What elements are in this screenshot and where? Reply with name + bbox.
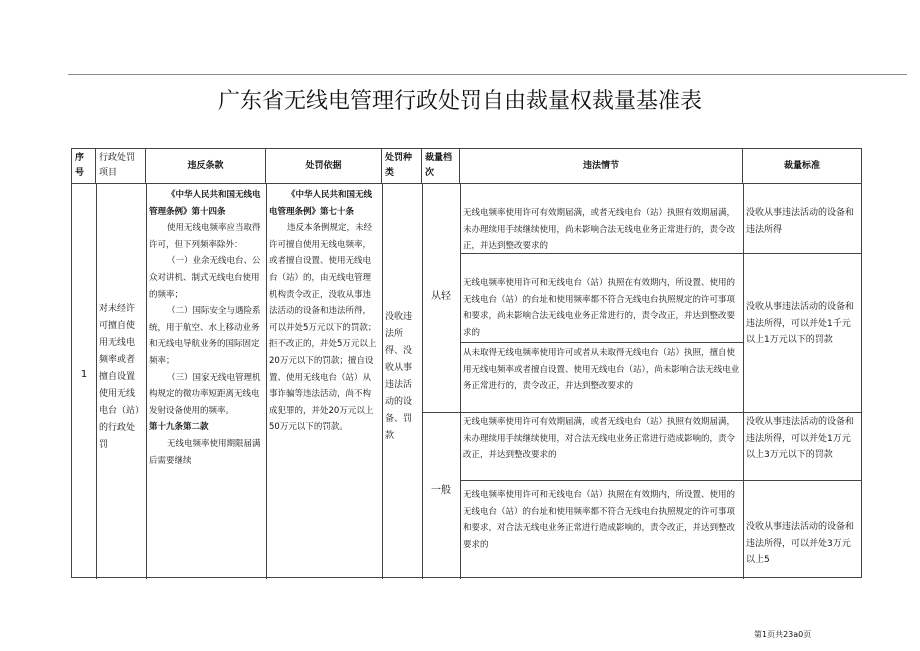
header-seq bbox=[72, 149, 96, 184]
row-divider bbox=[743, 253, 861, 254]
level-lenient: 从轻 bbox=[431, 291, 451, 302]
level-general: 一般 bbox=[431, 485, 451, 496]
circumstance-2: 无线电频率使用许可和无线电台（站）执照在有效期内，所设置、使用的无线电台（站）的台址和使用频率都不符合无线电台执照规定的许可事项和要求，尚未影响合法无线电业务正常进行的，责令改正，并达到整改要求的 bbox=[463, 278, 736, 338]
circumstance-4: 无线电频率使用许可有效期届满，或者无线电台（站）执照有效期届满，未办理续用手续继续使用，对合法无线电业务正常进行造成影响的，责令改正，并达到整改要求的 bbox=[463, 417, 736, 461]
violation-law-2: 第十九条第二款 bbox=[149, 422, 209, 433]
row-divider bbox=[460, 480, 743, 481]
page-title: 广东省无线电管理行政处罚自由裁量权裁量基准表 bbox=[217, 89, 702, 114]
col-line bbox=[422, 183, 423, 579]
violation-para-2: （一）业余无线电台、公众对讲机、制式无线电台使用的频率； bbox=[149, 256, 261, 300]
basis-law: 《中华人民共和国无线电管理条例》第七十条 bbox=[269, 190, 373, 217]
header-seq-label: 序号 bbox=[75, 153, 85, 178]
header-standard-label: 裁量标准 bbox=[783, 161, 820, 171]
header-circumstance-label: 违法情节 bbox=[582, 161, 619, 171]
basis-text bbox=[266, 185, 382, 438]
violation-law-1: 《中华人民共和国无线电管理条例》第十四条 bbox=[149, 190, 261, 217]
punish-type: 没收违法所得、没收从事违法活动的设备、罚款 bbox=[385, 312, 413, 441]
violation-para-3: （二）国际安全与遇险系统，用于航空、水上移动业务和无线电导航业务的国际固定频率； bbox=[149, 306, 261, 366]
row-item: 对未经许可擅自使用无线电频率或者擅自设置使用无线电台（站）的行政处罚 bbox=[99, 304, 140, 450]
header-violation-label: 违反条款 bbox=[187, 161, 224, 171]
header-basis-label: 处罚依据 bbox=[305, 161, 342, 171]
violation-para-5: 无线电频率使用期限届满后需要继续 bbox=[149, 438, 261, 466]
header-punish-type bbox=[382, 149, 422, 184]
violation-para-1: 使用无线电频率应当取得许可，但下列频率除外： bbox=[149, 223, 261, 250]
header-punish-type-label: 处罚种类 bbox=[385, 153, 413, 178]
circumstance-1: 无线电频率使用许可有效期届满，或者无线电台（站）执照有效期届满，未办理续用手续继续使用，尚未影响合法无线电业务正常进行的，责令改正，并达到整改要求的 bbox=[463, 208, 736, 252]
page-footer: 第1页共23a0页 bbox=[754, 630, 812, 639]
header-violation bbox=[146, 149, 266, 184]
header-standard bbox=[743, 149, 861, 184]
violation-text bbox=[146, 185, 266, 471]
row-seq: 1 bbox=[80, 369, 88, 380]
penalty-table bbox=[71, 148, 862, 578]
header-circumstance bbox=[460, 149, 743, 184]
header-item bbox=[96, 149, 146, 184]
basis-para: 违反本条例规定，未经许可擅自使用无线电频率，或者擅自设置、使用无线电台（站）的，由无线电管理机构责令改正，没收从事违法活动的设备和违法所得，可以并处5万元以下的罚款；拒不改正的，并处5万元以上20万元以下的罚款；擅自设置、使用无线电台（站）从事诈骗等违法活动，尚不构成犯罪的，并处20万元以上50万元以下的罚款。 bbox=[269, 223, 377, 433]
header-level bbox=[422, 149, 460, 184]
violation-para-4: （三）国家无线电管理机构规定的微功率短距离无线电发射设备使用的频率。 bbox=[149, 372, 261, 416]
circumstance-5: 无线电频率使用许可和无线电台（站）执照在有效期内，所设置、使用的无线电台（站）的台址和使用频率都不符合无线电台执照规定的许可事项和要求，对合法无线电业务正常进行造成影响的，责令改正，并达到整改要求的 bbox=[463, 490, 736, 550]
header-level-label: 裁量档次 bbox=[425, 153, 453, 178]
standard-4: 没收从事违法活动的设备和违法所得，可以并处3万元以上5 bbox=[746, 522, 855, 566]
standard-1: 没收从事违法活动的设备和违法所得 bbox=[746, 208, 855, 235]
standard-3: 没收从事违法活动的设备和违法所得，可以并处1万元以上3万元以下的罚款 bbox=[746, 417, 855, 461]
standard-2: 没收从事违法活动的设备和违法所得，可以并处1千元以上1万元以下的罚款 bbox=[746, 302, 855, 346]
top-rule bbox=[68, 74, 907, 75]
row-divider bbox=[743, 480, 861, 481]
header-item-label: 行政处罚项目 bbox=[99, 153, 136, 178]
header-basis bbox=[266, 149, 382, 184]
circumstance-3: 从未取得无线电频率使用许可或者从未取得无线电台（站）执照，擅自使用无线电频率或者擅自设置、使用无线电台（站），尚未影响合法无线电业务正常进行的，责令改正，并达到整改要求的 bbox=[463, 348, 740, 392]
